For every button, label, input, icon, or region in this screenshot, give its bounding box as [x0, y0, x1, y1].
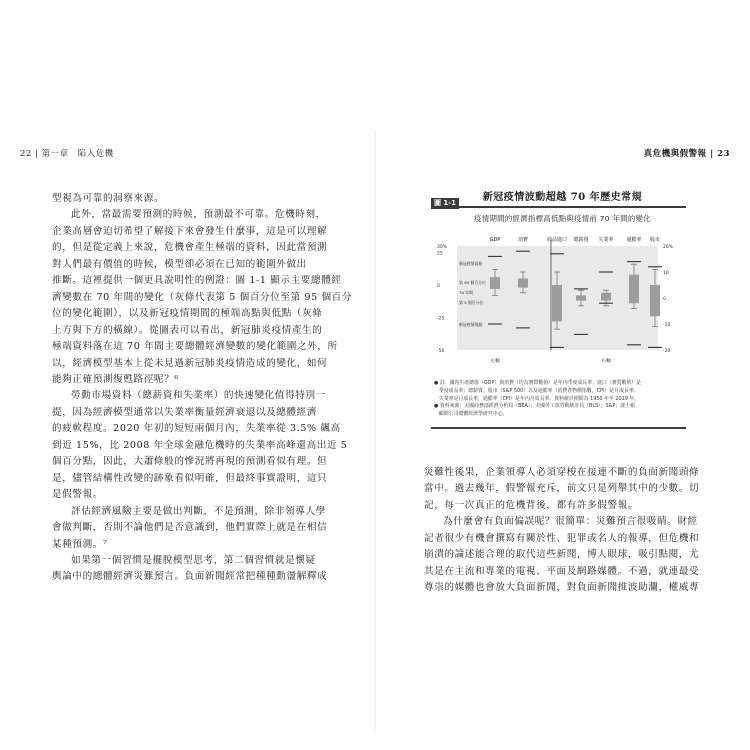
right-tick-label: 10 [663, 271, 669, 276]
right-text-line: 記者很少有機會撰寫有關於性、犯罪或名人的報導，但危機和 [424, 532, 700, 544]
left-text-line: 型視為可靠的洞察來源。 [52, 193, 165, 204]
chart-annotation: 70 年間 [459, 290, 473, 295]
chart-annotation: 第 95 個百分位 [459, 280, 486, 285]
left-text-line: 的，但是從定義上來說，危機會產生極端的資料，因此當預測 [52, 242, 328, 254]
figure-number-badge: 圖 1-1 [431, 198, 459, 209]
left-tick-label: 0 [437, 284, 440, 289]
left-text-line: 位的變化範圍），以及新冠疫情期間的極端高點與低點（灰條 [52, 308, 323, 320]
category-label: 消費 [517, 237, 529, 243]
covid-volatility-chart [429, 226, 687, 374]
left-axis-label: 左軸 [490, 359, 500, 364]
left-tick-label: 25 [437, 251, 443, 257]
right-tick-label: 0 [663, 297, 666, 302]
right-body-text [424, 465, 700, 597]
right-text-line: 記，每一次真正的危機背後，都有許多假警報。 [424, 499, 639, 511]
left-text-line: 極端資料落在這 70 年間主要總體經濟變數的變化範圍之外，所 [52, 341, 338, 353]
category-label: GDP [489, 237, 501, 243]
left-text-line: 企業高層會迫切希望了解接下來會發生什麼事，這是可以理解 [52, 225, 328, 237]
left-text-line: 輿論中的總體經濟災難預言。負面新聞經常把種種動盪解釋成 [52, 571, 328, 583]
category-label: 股市 [649, 237, 661, 243]
right-text-line: 崩潰的論述能合理的取代這些新聞，博人眼球，吸引點閱，尤 [424, 549, 700, 561]
left-text-line: 會做判斷，否則不論他們是否意識到，他們實際上就是在相信 [52, 522, 328, 534]
right-text-line: 尊崇的媒體也會放大負面新聞，對負面新聞推波助瀾，權威專 [424, 582, 700, 594]
percentile-box [650, 285, 660, 316]
left-text-line: 到近 15%，比 2008 年全球金融危機時的失業率高峰還高出近 5 [52, 439, 348, 451]
left-text-line: 是假警報。 [52, 489, 103, 501]
percentile-box [518, 279, 528, 288]
figure-subtitle: 疫情期間的經濟指標高低點與疫情前 70 年間的變化 [474, 214, 651, 223]
percentile-box [552, 285, 562, 321]
figure-note-line: ● 註：國內生產總值（GDP）與消費（均為實際數值）是年內季度成長率；進口（實質數值）是 [434, 380, 642, 386]
percentile-box [490, 277, 500, 289]
left-text-line: 是，儘管結構性改變的跡象看似明確，但最終事實證明，這只 [52, 472, 328, 484]
right-tick-label: -20 [663, 349, 671, 354]
figure-note-line: 失業率是月成長率，通膨率（CPI）是年內月成長率。資料統計期間為 1950 年至 2019 年。 [434, 395, 640, 402]
left-text-line: 濟變數在 70 年間的變化（灰條代表第 5 個百分位至第 95 個百分 [52, 291, 353, 303]
left-tick-label: 30% [437, 245, 448, 250]
right-text-line: 災難性後果，企業領導人必須穿梭在接連不斷的負面新聞頭條 [424, 467, 700, 478]
left-text-line: 此外，當最需要預測的時候，預測最不可靠。危機時刻， [71, 209, 326, 221]
left-text-line: 對人們最有價值的時候，模型卻必須在已知的範圍外做出 [52, 258, 307, 270]
percentile-box [576, 295, 586, 300]
right-running-header: 真危機與假警報 | 23 [643, 149, 730, 159]
left-text-line: 推斷。這裡提供一個更具說明性的例證：圖 1-1 顯示主要總體經 [52, 275, 342, 287]
chart-annotation: 新冠疫情高點 [459, 261, 483, 266]
left-running-header: 22 | 第一章 陷入危機 [20, 149, 114, 159]
left-text-line: 勞動市場資料（總薪資和失業率）的快速變化值得特別一 [71, 390, 326, 402]
figure-note-line: ● 資料來源：美國商務部經濟分析局（BEA）；美國勞工部勞動統計局（BLS）；S&P；波士頓 [434, 403, 635, 410]
percentile-box [601, 293, 611, 301]
left-text-line: 上方與下方的橫線）。從圖表可以看出，新冠肺炎疫情產生的 [52, 324, 323, 336]
category-label: 商品進口 [546, 237, 568, 243]
left-text-line: 以，經濟模型基本上從未見過新冠肺炎疫情造成的變化，如何 [52, 357, 328, 369]
left-text-line: 個百分點，因此，大蕭條般的慘況將再現的預測看似有理。但 [52, 456, 328, 468]
left-text-line: 評估經濟風險主要是做出判斷，不是預測，除非領導人學 [71, 505, 326, 517]
category-label: 失業率 [598, 237, 614, 243]
figure-title: 新冠疫情波動超越 70 年歷史常規 [482, 192, 643, 203]
right-text-line: 為什麼會有負面偏誤呢？很簡單：災難預言很吸睛。財經 [443, 516, 698, 528]
category-label: 總薪資 [573, 237, 589, 243]
right-tick-label: 20% [663, 245, 674, 250]
chart-annotation: 第 5 個百分位 [459, 300, 484, 305]
left-tick-label: -50 [437, 349, 445, 354]
figure-notes [434, 380, 684, 419]
right-axis-label: 右軸 [601, 359, 611, 364]
left-text-line: 的疲軟程度。2020 年初的短短兩個月內，失業率從 3.5% 飆高 [52, 423, 341, 435]
left-text-line: 能夠正確預測復甦路徑呢？⁶ [52, 373, 179, 385]
right-text-line: 當中。過去幾年，假警報充斥，前文只是列舉其中的少數。切 [424, 483, 700, 495]
left-body-text [52, 191, 353, 586]
left-text-line: 如果第一個習慣是擺脫模型思考，第二個習慣就是懷疑 [71, 554, 316, 566]
left-tick-label: -25 [437, 316, 445, 322]
right-page [375, 0, 750, 750]
category-label: 通膨率 [626, 237, 642, 243]
left-text-line: 提，因為經濟模型通常以失業率衡量經濟衰退以及總體經濟 [52, 406, 318, 418]
chart-annotation: 新冠疫情低點 [459, 322, 483, 327]
percentile-box [629, 275, 639, 304]
figure-note-line: 季度成長率；總薪資、股市（S&P 500）以及通膨率（消費者物價指數，CPI）是月成長率； [434, 387, 639, 394]
figure-top-rule [459, 206, 686, 208]
right-tick-label: -10 [663, 323, 671, 328]
figure-note-line: 顧問公司總體經濟學研究中心。 [434, 411, 508, 418]
left-text-line: 某種預測。⁷ [52, 538, 108, 550]
figure-bottom-rule [431, 427, 686, 429]
right-text-line: 其是在主流和專業的電視、平面及網路媒體。不過，就連最受 [424, 565, 700, 577]
